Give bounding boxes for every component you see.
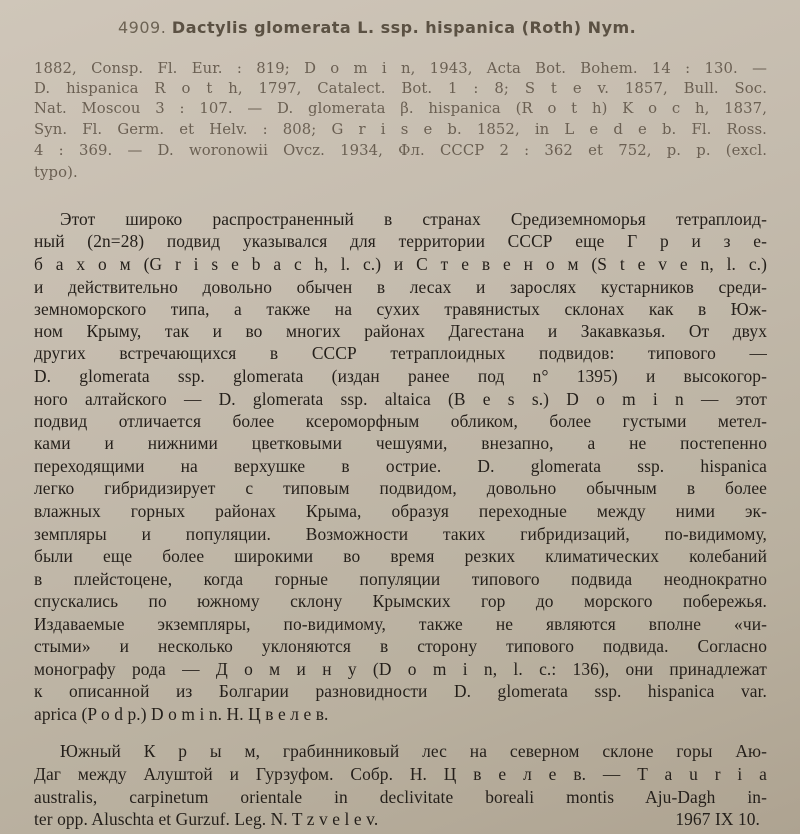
body-line: D. glomerata ssp. glomerata (издан ранее под n° 1395) и высокогор- <box>34 366 767 386</box>
body-line: и действительно довольно обычен в лесах и зарослях кустарников среди- <box>34 277 767 297</box>
body-line: к описанной из Болгарии разновидности D. glomerata ssp. hispanica var. <box>34 681 767 701</box>
synonymy-line: Nat. Moscou 3 : 107. — D. glomerata β. hispanica (R o t h) K o c h, 1837, <box>34 100 767 117</box>
body-line: влажных горных районах Крыма, образуя переходные между ними эк- <box>34 501 767 521</box>
body-line: переходящими на верхушке в острие. D. glomerata ssp. hispanica <box>34 456 767 476</box>
body-line: были еще более широкими во время резких климатических колебаний <box>34 546 767 566</box>
body-line: Этот широко распространенный в странах Средиземноморья тетраплоид- <box>60 209 767 229</box>
locality-line: Южный К р ы м, грабинниковый лес на северном склоне горы Аю- <box>60 741 767 761</box>
entry-number: 4909. <box>118 18 167 37</box>
body-line: подвид отличается более ксероморфным обликом, более густыми метел- <box>34 411 767 431</box>
body-line: стыми» и несколько уклоняются в сторону типового подвида. Согласно <box>34 636 767 656</box>
synonymy-line: 1882, Consp. Fl. Eur. : 819; D o m i n, 1943, Acta Bot. Bohem. 14 : 130. — <box>34 60 767 77</box>
collection-date: 1967 IX 10. <box>675 809 760 829</box>
body-line: aprica (P o d p.) D o m i n. Н. Ц в е л е в. <box>34 704 329 724</box>
body-line: в плейстоцене, когда горные популяции типового подвида неоднократно <box>34 569 767 589</box>
synonymy-line: Syn. Fl. Germ. et Helv. : 808; G r i s e b. 1852, in L e d e b. Fl. Ross. <box>34 121 767 138</box>
body-line: монографу рода — Д о м и н у (D o m i n, l. c.: 136), они принадлежат <box>34 659 767 679</box>
body-line: легко гибридизирует с типовым подвидом, довольно обычным в более <box>34 478 767 498</box>
body-line: ный (2n=28) подвид указывался для территории СССР еще Г р и з е- <box>34 231 767 251</box>
locality-line: Даг между Алуштой и Гурзуфом. Собр. Н. Ц в е л е в. — T a u r i a <box>34 764 767 784</box>
synonymy-line: D. hispanica R o t h, 1797, Catalect. Bot. 1 : 8; S t e v. 1857, Bull. Soc. <box>34 80 767 97</box>
entry-header <box>118 17 678 39</box>
body-line: других встречающихся в СССР тетраплоидных подвидов: типового — <box>34 343 767 363</box>
synonymy-line: typo). <box>34 164 78 181</box>
body-line: земпляры и популяции. Возможности таких гибридизаций, по-видимому, <box>34 524 767 544</box>
body-line: ном Крыму, так и во многих районах Дагестана и Закавказья. От двух <box>34 321 767 341</box>
entry-title: Dactylis glomerata L. ssp. hispanica (Roth) Nym. <box>171 18 637 37</box>
synonymy-line: 4 : 369. — D. woronowii Ovcz. 1934, Фл. СССР 2 : 362 et 752, p. p. (excl. <box>34 142 767 159</box>
locality-line: australis, carpinetum orientale in declivitate boreali montis Aju-Dagh in- <box>34 787 767 807</box>
locality-line: ter opp. Aluschta et Gurzuf. Leg. N. T z v e l e v. <box>34 809 379 829</box>
body-line: ного алтайского — D. glomerata ssp. altaica (B e s s.) D o m i n — этот <box>34 389 767 409</box>
body-line: ками и нижними цветковыми чешуями, внезапно, а не постепенно <box>34 433 767 453</box>
body-line: Издаваемые экземпляры, по-видимому, также не являются вполне «чи- <box>34 614 767 634</box>
body-line: земноморского типа, а также на сухих травянистых склонах как в Юж- <box>34 299 767 319</box>
body-line: спускались по южному склону Крымских гор до морского побережья. <box>34 591 767 611</box>
body-line: б а х о м (G r i s e b a c h, l. c.) и С т е в е н о м (S t e v e n, l. c.) <box>34 254 767 274</box>
